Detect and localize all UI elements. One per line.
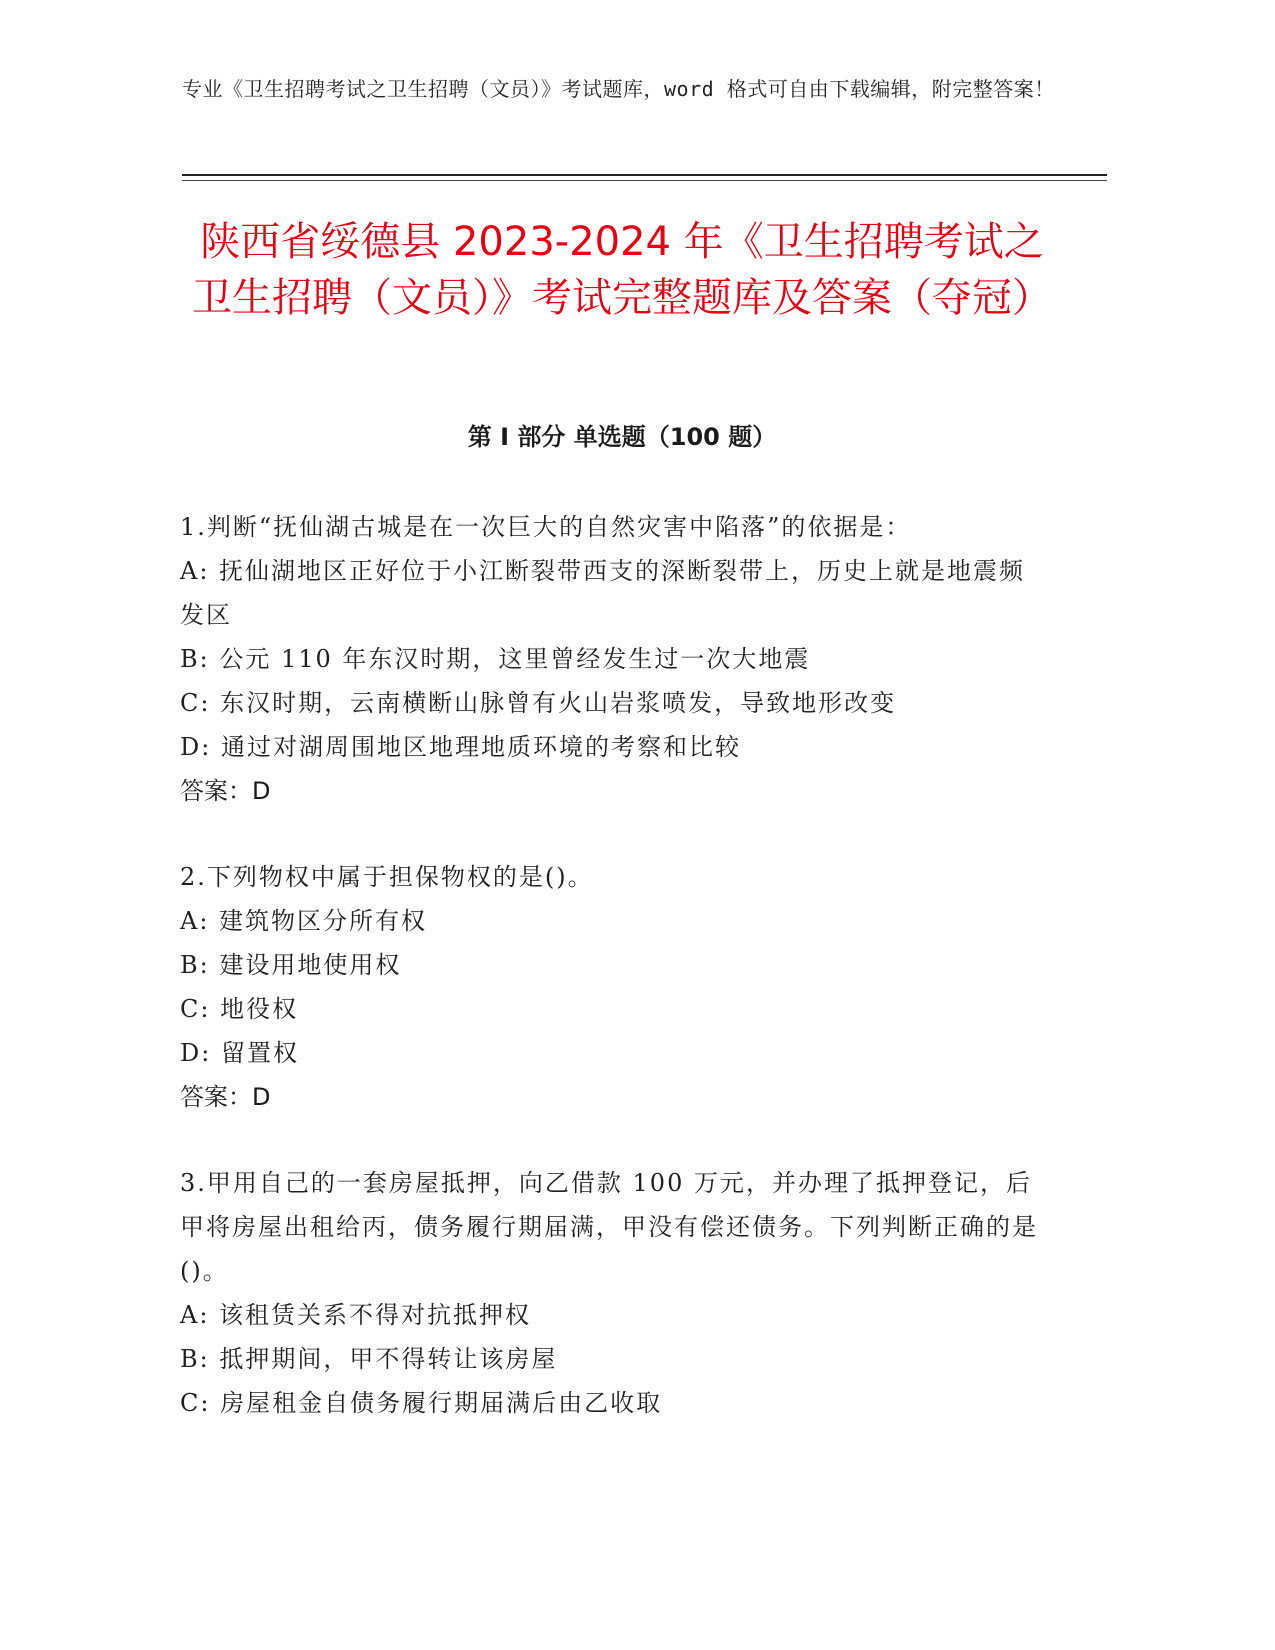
question-option: C: 地役权 <box>180 995 299 1023</box>
question-option: B: 建设用地使用权 <box>180 951 402 979</box>
question-option: D: 通过对湖周围地区地理地质环境的考察和比较 <box>180 733 741 761</box>
question-stem: 3.甲用自己的一套房屋抵押，向乙借款 100 万元，并办理了抵押登记，后甲将房屋出租给丙，债务履行期届满，甲没有偿还债务。下列判断正确的是()。 <box>180 1169 1038 1285</box>
question-option: C: 房屋租金自债务履行期届满后由乙收取 <box>180 1389 663 1417</box>
header-note: 专业《卫生招聘考试之卫生招聘（文员）》考试题库，word 格式可自由下载编辑，附完整答案！ <box>182 77 1055 101</box>
question-item <box>180 505 1050 813</box>
question-item <box>180 855 1050 1119</box>
question-option: B: 公元 110 年东汉时期，这里曾经发生过一次大地震 <box>180 645 811 673</box>
document-title: 陕西省绥德县 2023-2024 年《卫生招聘考试之卫生招聘（文员）》考试完整题库及答案（夺冠） <box>192 219 1052 321</box>
question-option: A: 抚仙湖地区正好位于小江断裂带西支的深断裂带上，历史上就是地震频发区 <box>180 557 1026 629</box>
question-list <box>180 505 1050 1467</box>
header-divider-thick <box>182 174 1107 176</box>
section-title: 第 I 部分 单选题（100 题） <box>467 423 777 451</box>
question-stem: 1.判断“抚仙湖古城是在一次巨大的自然灾害中陷落”的依据是： <box>180 513 912 541</box>
question-item <box>180 1161 1050 1425</box>
question-option: A: 建筑物区分所有权 <box>180 907 428 935</box>
header-divider-thin <box>182 180 1107 181</box>
question-option: D: 留置权 <box>180 1039 299 1067</box>
question-option: A: 该租赁关系不得对抗抵押权 <box>180 1301 532 1329</box>
question-option: C: 东汉时期，云南横断山脉曾有火山岩浆喷发，导致地形改变 <box>180 689 897 717</box>
question-answer: 答案：D <box>180 777 271 805</box>
question-answer: 答案：D <box>180 1083 271 1111</box>
question-stem: 2.下列物权中属于担保物权的是()。 <box>180 863 594 891</box>
question-option: B: 抵押期间，甲不得转让该房屋 <box>180 1345 558 1373</box>
